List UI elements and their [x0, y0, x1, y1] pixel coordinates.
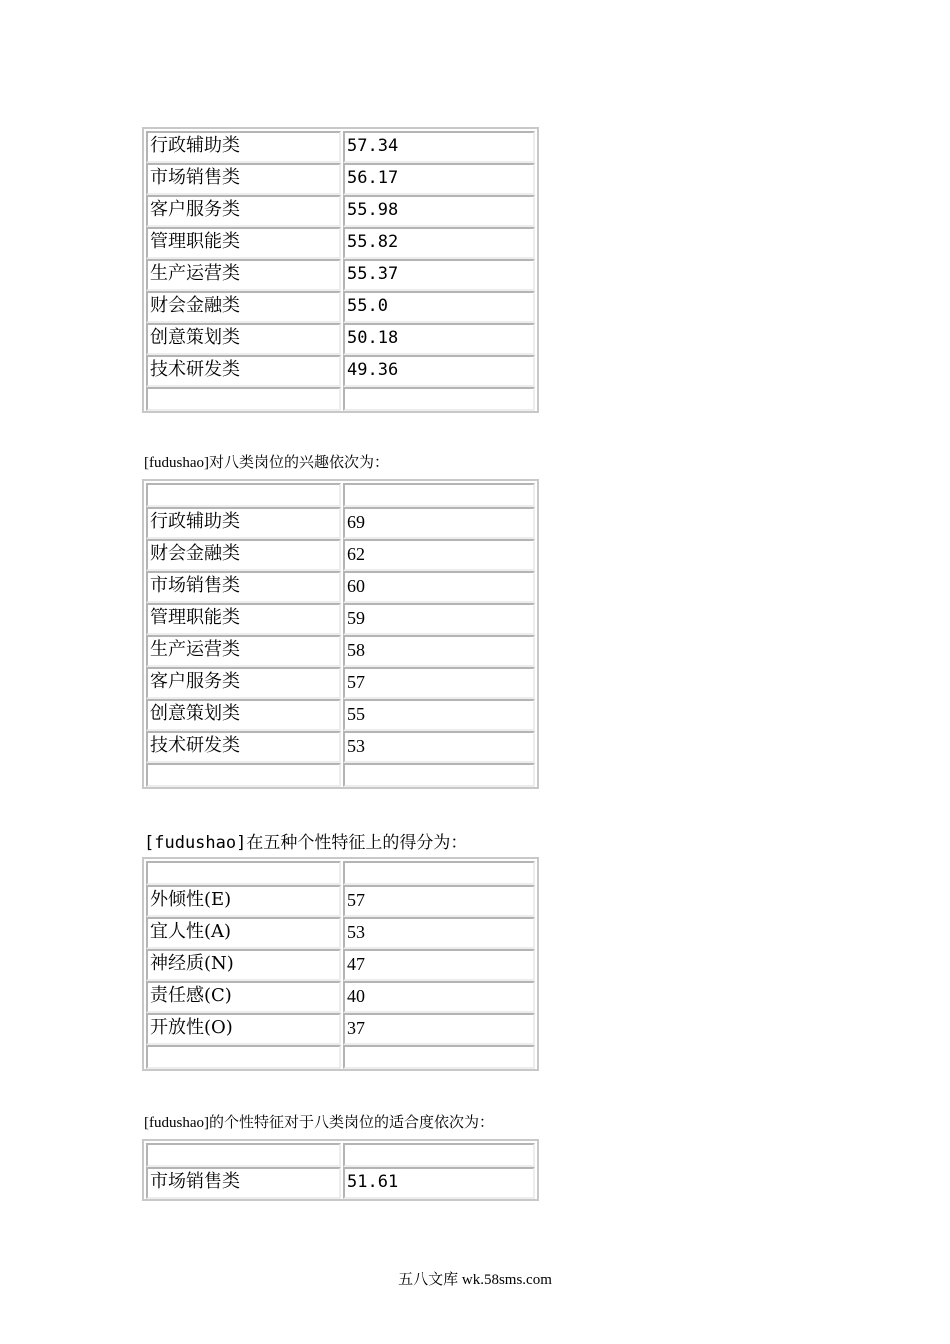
- table-row: [145, 194, 536, 226]
- table-row: [145, 162, 536, 194]
- table-cell: 宜人性(A): [146, 917, 341, 949]
- fit-table: [142, 1139, 539, 1201]
- table-cell: 55.98: [343, 195, 535, 227]
- table-row: [145, 570, 536, 602]
- table-row: [145, 538, 536, 570]
- table-row: [145, 948, 536, 980]
- table-cell: 生产运营类: [146, 259, 341, 291]
- score-table: [142, 127, 539, 413]
- table-cell: 57: [343, 667, 535, 699]
- table-row: [145, 884, 536, 916]
- table-row-empty: [145, 386, 536, 410]
- table-cell: 55.37: [343, 259, 535, 291]
- table-cell: 49.36: [343, 355, 535, 387]
- table-cell: 行政辅助类: [146, 507, 341, 539]
- table-cell: 创意策划类: [146, 699, 341, 731]
- table-cell: 59: [343, 603, 535, 635]
- table-cell: 财会金融类: [146, 539, 341, 571]
- table-cell-empty: [343, 763, 535, 787]
- personality-table: [142, 857, 539, 1071]
- page-footer: 五八文库 wk.58sms.com: [398, 1272, 552, 1288]
- table-cell: 开放性(O): [146, 1013, 341, 1045]
- table-cell-empty: [146, 861, 341, 885]
- table-cell: 客户服务类: [146, 195, 341, 227]
- table-row: [145, 290, 536, 322]
- table-row: [145, 666, 536, 698]
- table-row-empty: [145, 860, 536, 884]
- table-cell: 管理职能类: [146, 603, 341, 635]
- table-cell-empty: [146, 1143, 341, 1167]
- table-cell-empty: [343, 387, 535, 411]
- table-cell: 生产运营类: [146, 635, 341, 667]
- table-cell: 客户服务类: [146, 667, 341, 699]
- table-cell-empty: [343, 1045, 535, 1069]
- section-caption: [fudushao]在五种个性特征上的得分为：: [144, 833, 468, 853]
- table-cell-empty: [146, 763, 341, 787]
- table-cell: 市场销售类: [146, 1167, 341, 1199]
- table-row: [145, 130, 536, 162]
- table-cell: 财会金融类: [146, 291, 341, 323]
- table-row: [145, 354, 536, 386]
- table-cell: 创意策划类: [146, 323, 341, 355]
- table-cell-empty: [343, 483, 535, 507]
- table-cell: 50.18: [343, 323, 535, 355]
- table-cell: 60: [343, 571, 535, 603]
- table-cell: 69: [343, 507, 535, 539]
- table-cell: 管理职能类: [146, 227, 341, 259]
- table-cell: 外倾性(E): [146, 885, 341, 917]
- table-cell: 57: [343, 885, 535, 917]
- table-cell: 55.82: [343, 227, 535, 259]
- table-cell: 40: [343, 981, 535, 1013]
- table-row: [145, 322, 536, 354]
- table-cell: 市场销售类: [146, 163, 341, 195]
- table-cell: 技术研发类: [146, 731, 341, 763]
- table-row: [145, 980, 536, 1012]
- table-cell: 55.0: [343, 291, 535, 323]
- table-cell: 53: [343, 731, 535, 763]
- table-cell-empty: [146, 387, 341, 411]
- table-cell: 市场销售类: [146, 571, 341, 603]
- table-row: [145, 226, 536, 258]
- interest-table: [142, 479, 539, 789]
- table-cell-empty: [146, 1045, 341, 1069]
- table-cell: 56.17: [343, 163, 535, 195]
- table-row: [145, 602, 536, 634]
- table-row: [145, 730, 536, 762]
- table-row-empty: [145, 1044, 536, 1068]
- table-row: [145, 258, 536, 290]
- table-cell: 责任感(C): [146, 981, 341, 1013]
- table-cell: 37: [343, 1013, 535, 1045]
- table-cell: 51.61: [343, 1167, 535, 1199]
- table-cell: 技术研发类: [146, 355, 341, 387]
- table-row-empty: [145, 762, 536, 786]
- table-row: [145, 916, 536, 948]
- table-cell-empty: [343, 1143, 535, 1167]
- table-cell-empty: [343, 861, 535, 885]
- table-row: [145, 634, 536, 666]
- table-row: [145, 506, 536, 538]
- table-cell: 58: [343, 635, 535, 667]
- table-cell: 57.34: [343, 131, 535, 163]
- section-caption: [fudushao]对八类岗位的兴趣依次为：: [144, 455, 389, 471]
- table-row: [145, 698, 536, 730]
- table-cell: 行政辅助类: [146, 131, 341, 163]
- table-cell: 55: [343, 699, 535, 731]
- table-cell: 47: [343, 949, 535, 981]
- section-caption: [fudushao]的个性特征对于八类岗位的适合度依次为：: [144, 1115, 494, 1131]
- table-cell: 62: [343, 539, 535, 571]
- table-cell: 53: [343, 917, 535, 949]
- table-cell-empty: [146, 483, 341, 507]
- table-row: [145, 1012, 536, 1044]
- table-cell: 神经质(N): [146, 949, 341, 981]
- table-row-empty: [145, 482, 536, 506]
- table-row: [145, 1166, 536, 1198]
- table-row-empty: [145, 1142, 536, 1166]
